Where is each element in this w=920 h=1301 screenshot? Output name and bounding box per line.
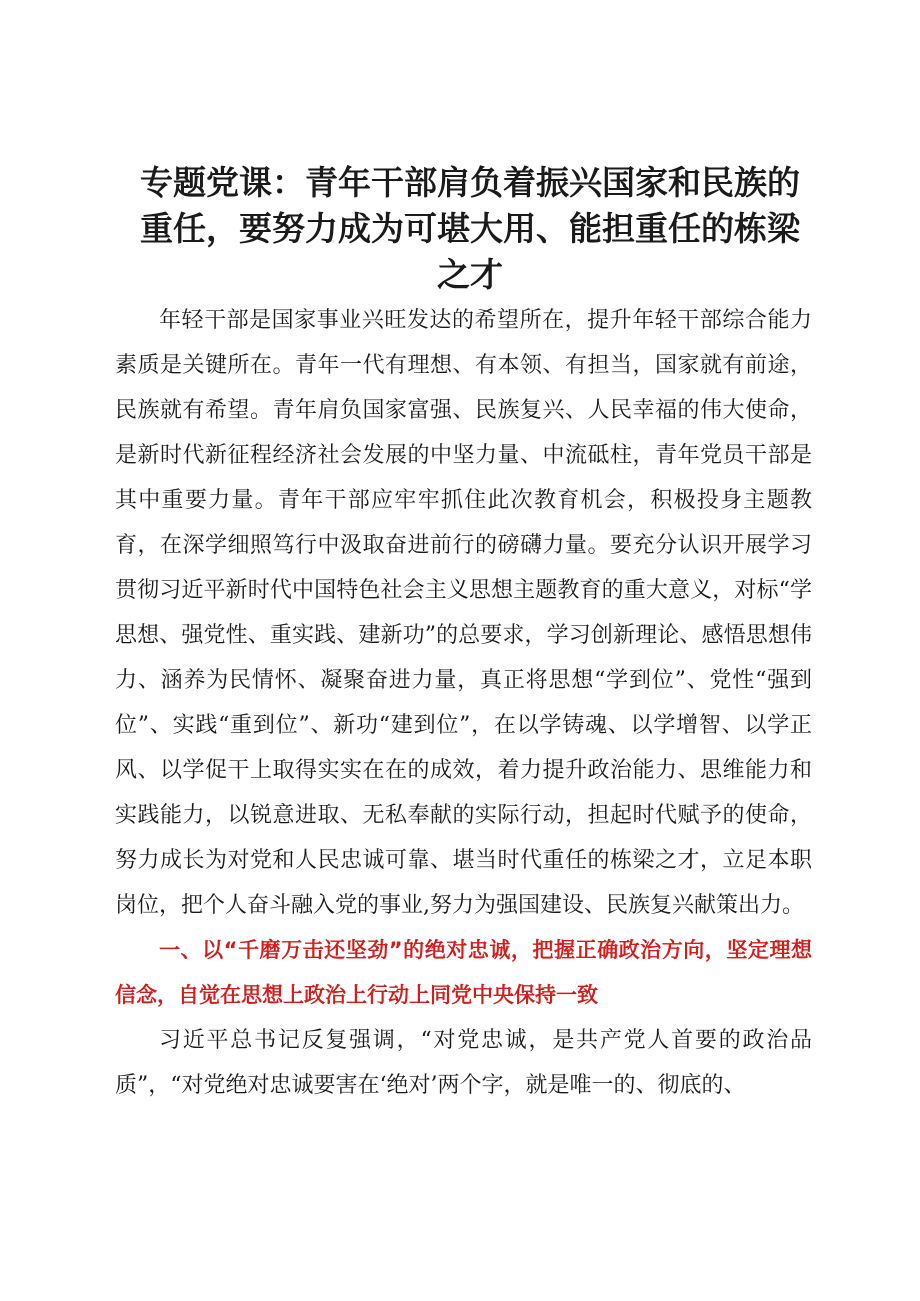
document-title: 专题党课：青年干部肩负着振兴国家和民族的重任，要努力成为可堪大用、能担重任的栋梁之才 — [140, 163, 800, 294]
section-heading-1: 一、以“千磨万击还坚劲”的绝对忠诚，把握正确政治方向，坚定理想信念，自觉在思想上政治上行动上同党中央保持一致 — [115, 938, 812, 1007]
document-body — [115, 298, 812, 1108]
intro-paragraph: 年轻干部是国家事业兴旺发达的希望所在，提升年轻干部综合能力素质是关键所在。青年一代有理想、有本领、有担当，国家就有前途，民族就有希望。青年肩负国家富强、民族复兴、人民幸福的伟大使命，是新时代新征程经济社会发展的中坚力量、中流砥柱，青年党员干部是其中重要力量。青年干部应牢牢抓住此次教育机会，积极投身主题教育，在深学细照笃行中汲取奋进前行的磅礴力量。要充分认识开展学习贯彻习近平新时代中国特色社会主义思想主题教育的重大意义，对标“学思想、强党性、重实践、建新功”的总要求，学习创新理论、感悟思想伟力、涵养为民情怀、凝聚奋进力量，真正将思想“学到位”、党性“强到位”、实践“重到位”、新功“建到位”，在以学铸魂、以学增智、以学正风、以学促干上取得实实在在的成效，着力提升政治能力、思维能力和实践能力，以锐意进取、无私奉献的实际行动，担起时代赋予的使命，努力成长为对党和人民忠诚可靠、堪当时代重任的栋梁之才，立足本职岗位，把个人奋斗融入党的事业,努力为强国建设、民族复兴献策出力。 — [115, 308, 812, 918]
section-1-paragraph: 习近平总书记反复强调，“对党忠诚，是共产党人首要的政治品质”，“对党绝对忠诚要害在‘绝对’两个字，就是唯一的、彻底的、 — [115, 1028, 812, 1098]
